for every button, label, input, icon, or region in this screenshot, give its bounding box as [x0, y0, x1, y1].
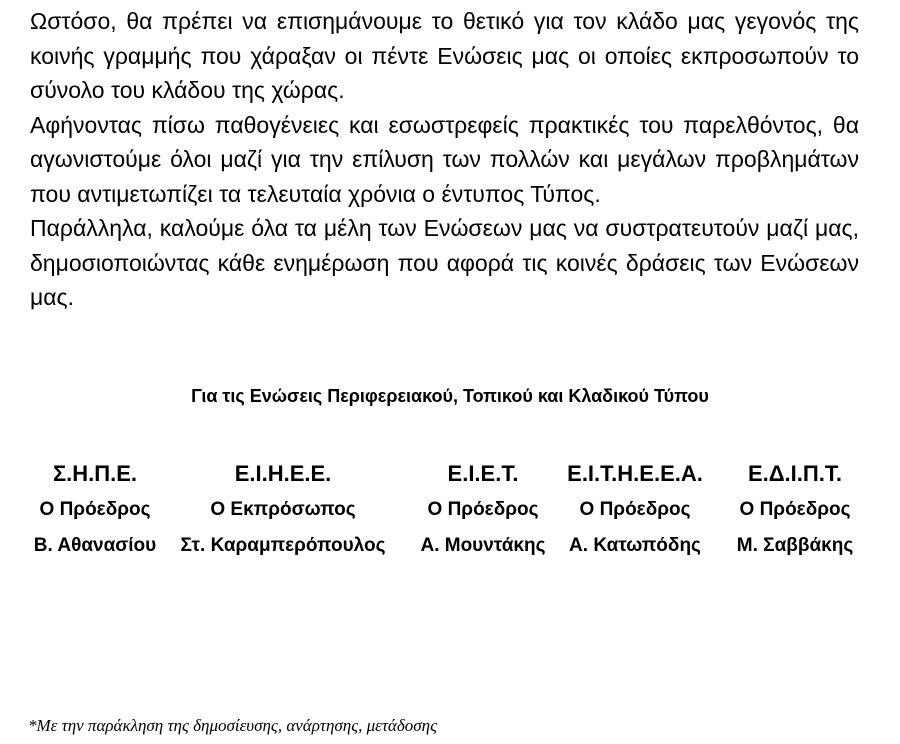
- paragraph-unity: Ωστόσο, θα πρέπει να επισημάνουμε το θετικό για τον κλάδο μας γεγονός της κοινής γραμμής που χάραξαν οι πέντε Ενώσεις μας οι οποίες εκπροσωπούν το σύνολο του κλάδου της χώρας.: [30, 8, 859, 103]
- signatory-role: Ο Πρόεδρος: [39, 499, 151, 520]
- signatory-name: Μ. Σαββάκης: [736, 535, 854, 556]
- signoff-heading: Για τις Ενώσεις Περιφερειακού, Τοπικού και Κλαδικού Τύπου: [191, 386, 709, 406]
- signatory-shpe: [20, 456, 170, 564]
- signatory-name: Α. Μουντάκης: [420, 535, 546, 556]
- signatory-name: Στ. Καραμπερόπουλος: [180, 535, 386, 556]
- union-abbreviation: Ε.Ι.Η.Ε.Ε.: [234, 461, 332, 486]
- union-abbreviation: Ε.Ι.Τ.Η.Ε.Ε.Α.: [567, 461, 703, 486]
- signatory-role: Ο Πρόεδρος: [579, 499, 691, 520]
- signatory-role: Ο Πρόεδρος: [427, 499, 539, 520]
- signatory-name: Α. Κατωπόδης: [569, 535, 701, 556]
- signatory-eiet: [408, 456, 558, 564]
- signatory-eihee: [178, 456, 388, 564]
- footnote: *Με την παράκληση της δημοσίευσης, ανάρτησης, μετάδοσης: [28, 716, 437, 735]
- signatory-eitheea: [560, 456, 710, 564]
- union-abbreviation: Ε.Ι.Ε.Τ.: [447, 461, 519, 486]
- paragraph-call-to-members: Παράλληλα, καλούμε όλα τα μέλη των Ενώσεων μας να συστρατευτούν μαζί μας, δημοσιοποιώντας κάθε ενημέρωση που αφορά τις κοινές δράσεις των Ενώσεων μας.: [30, 215, 859, 310]
- signatories: [20, 456, 890, 566]
- paragraph-struggle: Αφήνοντας πίσω παθογένειες και εσωστρεφείς πρακτικές του παρελθόντος, θα αγωνιστούμε όλοι μαζί για την επίλυση των πολλών και μεγάλων προβλημάτων που αντιμετωπίζει τα τελευταία χρόνια ο έντυπος Τύπος.: [30, 111, 859, 207]
- signatory-role: Ο Πρόεδρος: [739, 499, 851, 520]
- signatory-role: Ο Εκπρόσωπος: [210, 499, 356, 520]
- union-abbreviation: Ε.Δ.Ι.Π.Τ.: [747, 461, 843, 486]
- signatory-name: Β. Αθανασίου: [33, 535, 157, 556]
- signatory-edipt: [710, 456, 880, 564]
- union-abbreviation: Σ.Η.Π.Ε.: [52, 461, 138, 486]
- body-text: [30, 4, 859, 315]
